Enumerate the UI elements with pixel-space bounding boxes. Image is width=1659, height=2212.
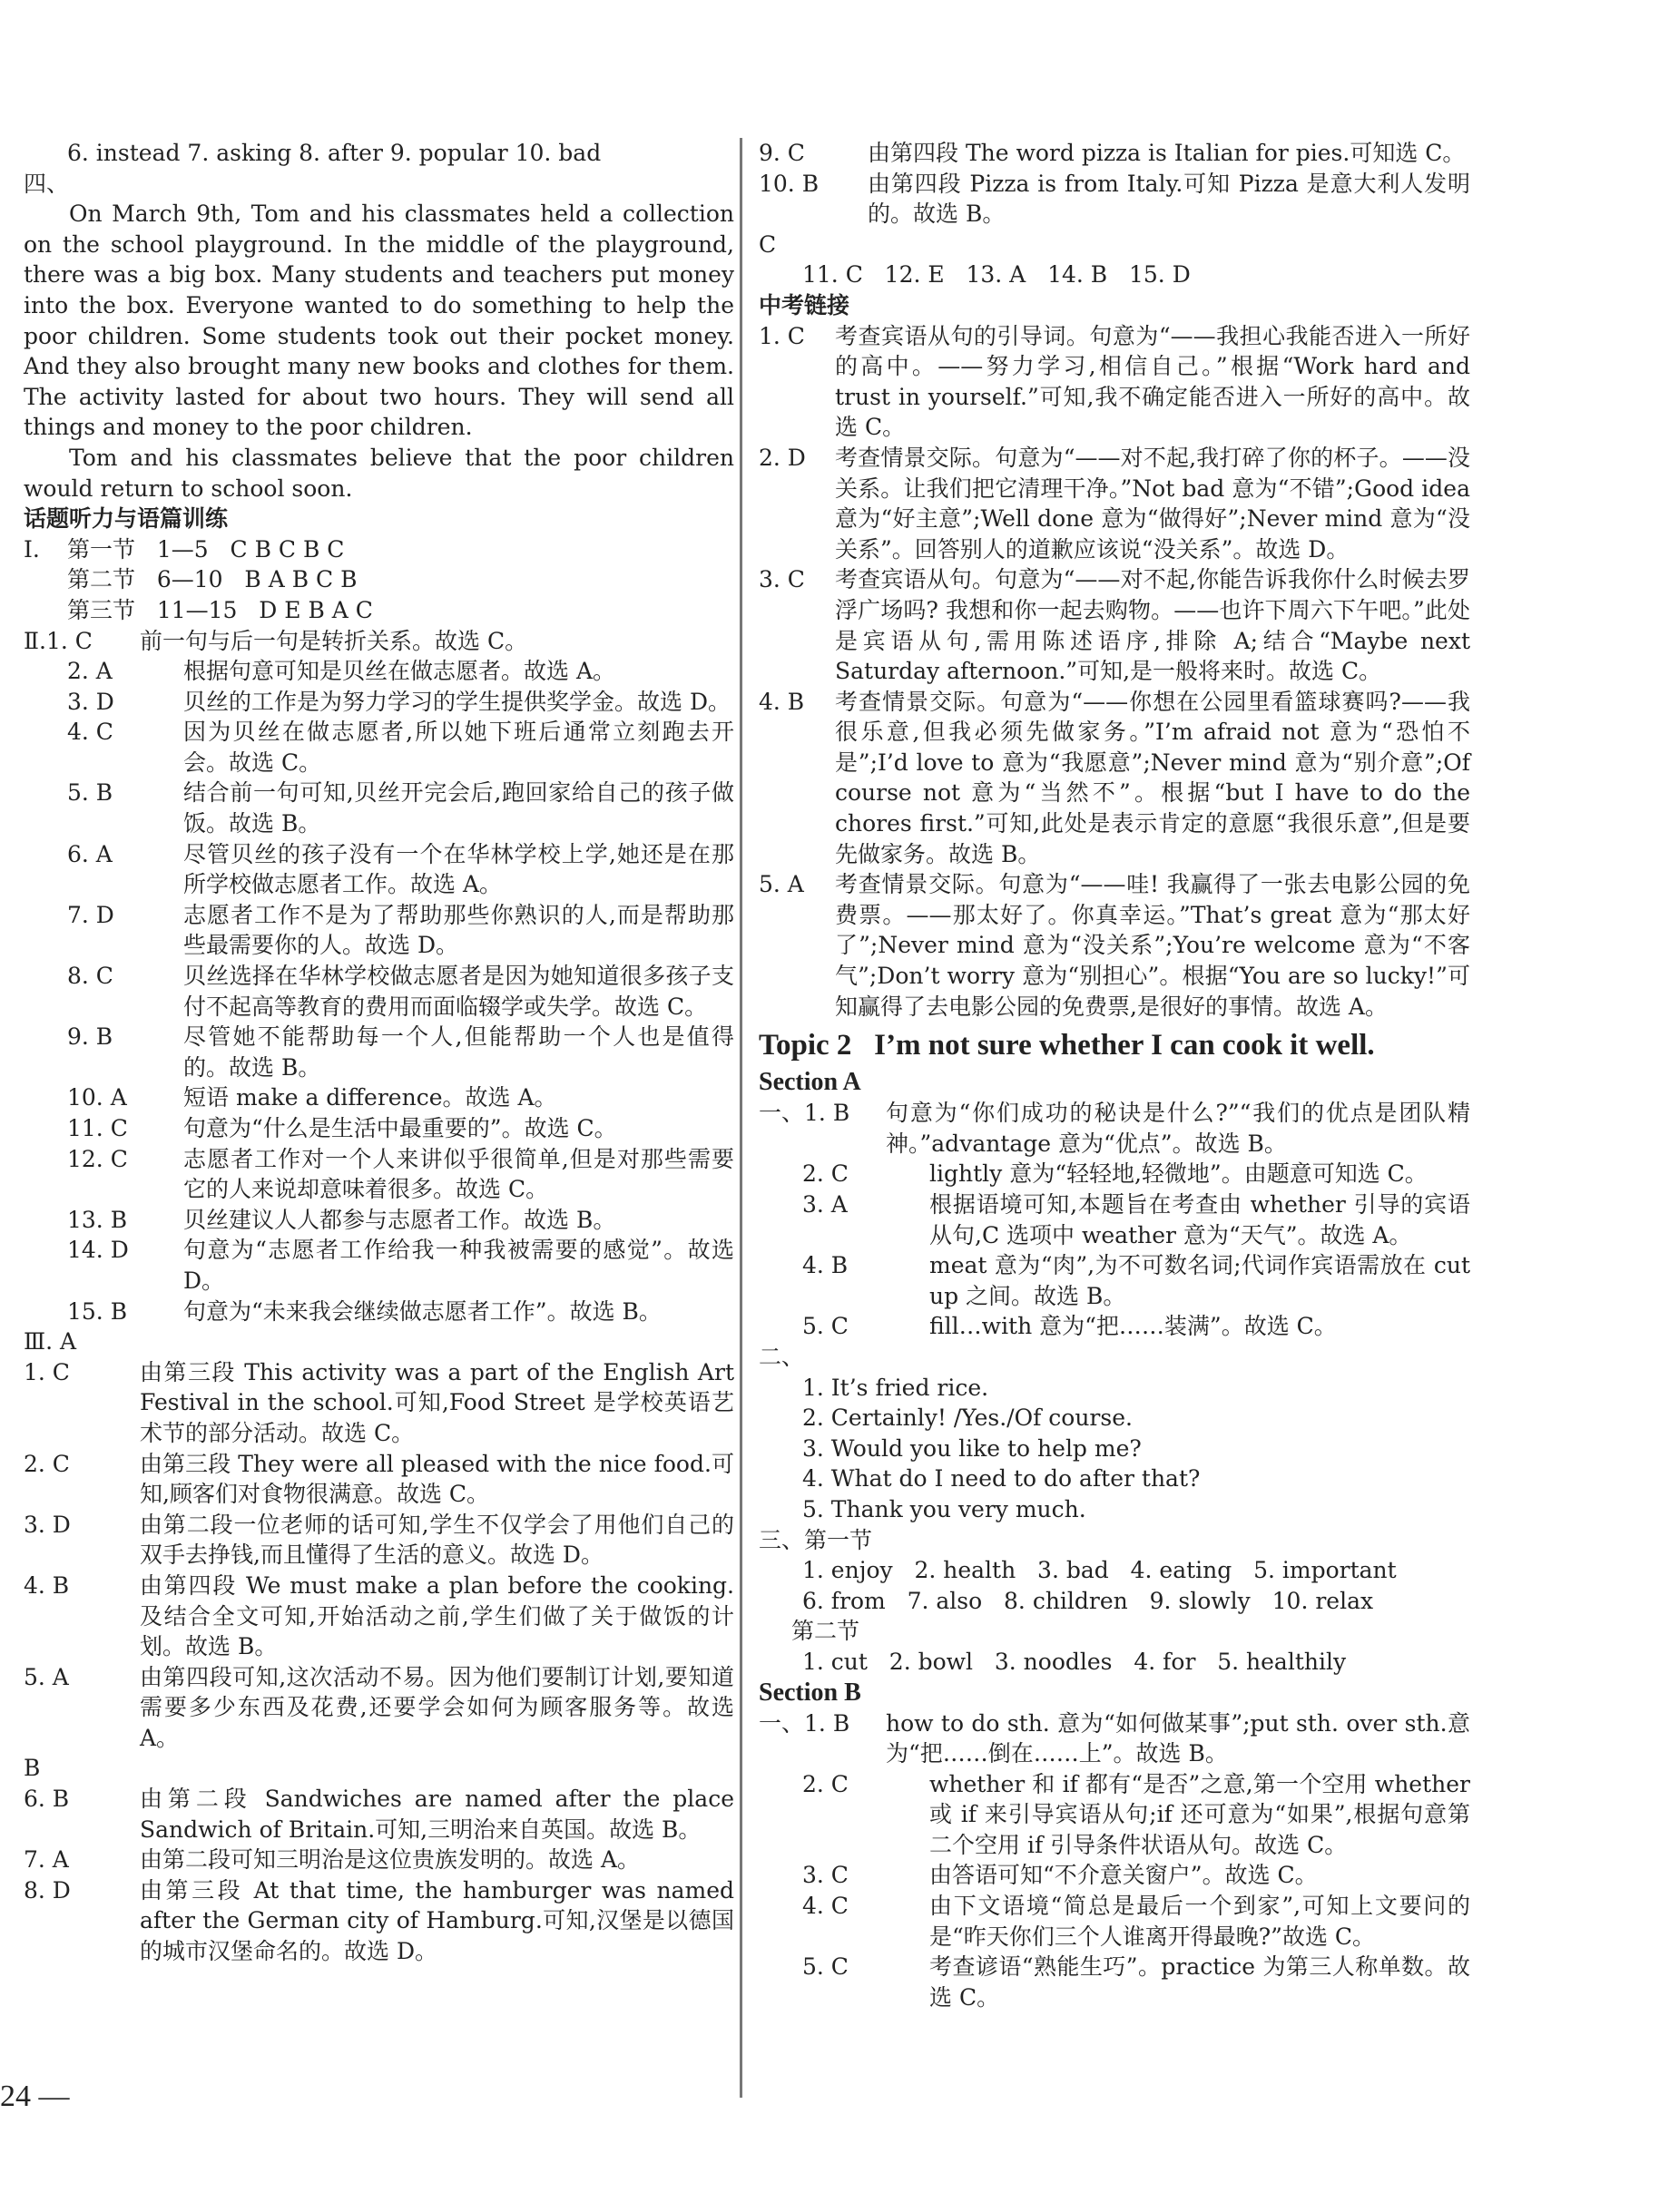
part-prefix: 一、: [759, 1709, 805, 1737]
answer-explanation: 句意为“你们成功的秘诀是什么?”“我们的优点是团队精神。”advantage 意为“优点”。故选 B。: [886, 1100, 1470, 1157]
answer-explanation: 句意为“什么是生活中最重要的”。故选 C。: [183, 1115, 617, 1141]
answer-explanation: meat 意为“肉”,为不可数名词;代词作宾语需放在 cut up 之间。故选 B。: [929, 1252, 1470, 1309]
answer-number: [24, 687, 183, 718]
answer-number: [759, 1311, 929, 1342]
answer-number: [24, 1357, 140, 1449]
left-column: [24, 138, 734, 1967]
part-prefix: 一、: [759, 1100, 805, 1127]
answer-item: [24, 1144, 734, 1205]
answer-item: [24, 1784, 734, 1845]
zhongkao-heading: 中考链接: [759, 291, 850, 318]
answer-item: [759, 1860, 1470, 1891]
answer-number: [759, 1708, 886, 1769]
answer-item: [759, 1159, 1470, 1189]
item-number: 2. A: [67, 658, 113, 685]
answer-item: [759, 138, 1470, 169]
part3b-continued-list: [759, 138, 1470, 230]
section-a-part3-sub2: 第二节: [791, 1618, 860, 1645]
answer-explanation: 考查谚语“熟能生巧”。practice 为第三人称单数。故选 C。: [929, 1953, 1470, 2011]
answer-explanation: 由第三段 At that time, the hamburger was named after the German city of Hamburg.可知,汉堡是以德国的城市汉堡命名的。故选 D。: [140, 1876, 734, 1965]
item-number: 5. C: [802, 1313, 849, 1340]
answer-number: [24, 1235, 183, 1296]
answer-number: [24, 1510, 140, 1571]
item-number: 9. B: [67, 1023, 113, 1051]
answer-number: [24, 1571, 140, 1662]
item-number: 3. D: [24, 1511, 71, 1538]
answer-explanation: 短语 make a difference。故选 A。: [183, 1084, 557, 1111]
item-number: 9. C: [759, 140, 805, 166]
item-number: 5. A: [24, 1663, 69, 1690]
answer-explanation: 尽管贝丝的孩子没有一个在华林学校上学,她还是在那所学校做志愿者工作。故选 A。: [183, 840, 734, 898]
answer-item: [24, 1297, 734, 1327]
answer-number: [759, 138, 868, 169]
answer-explanation: 由第四段 The word pizza is Italian for pies.可知选 C。: [868, 140, 1466, 166]
answer-item: [759, 1952, 1470, 2012]
answer-explanation: 句意为“志愿者工作给我一种我被需要的感觉”。故选 D。: [183, 1237, 734, 1294]
answer-item: [759, 1098, 1470, 1159]
answer-number: [759, 1250, 929, 1311]
answer-item: [24, 1205, 734, 1236]
item-number: 2. D: [759, 444, 806, 471]
answer-explanation: 由第三段 This activity was a part of the English Art Festival in the school.可知,Food Street 是学校英语艺术节的部分活动。故选 C。: [140, 1358, 734, 1446]
answer-number: [24, 656, 183, 687]
item-number: 15. B: [67, 1297, 128, 1325]
part1-label: Ⅰ.: [24, 535, 40, 563]
answer-item: [24, 1022, 734, 1082]
answer-line: 1. It’s fried rice.: [802, 1374, 989, 1401]
answer-explanation: 由第四段 We must make a plan before the cooking.及结合全文可知,开始活动之前,学生们做了关于做饭的计划。故选 B。: [140, 1571, 734, 1660]
answer-item: [759, 869, 1470, 1022]
section-a-title: Section A: [759, 1068, 861, 1097]
answer-item: [24, 626, 734, 657]
answer-item: [759, 1311, 1470, 1342]
item-number: 14. D: [67, 1237, 129, 1264]
answer-item: [24, 656, 734, 687]
answer-item: [759, 564, 1470, 686]
answer-number: [24, 900, 183, 961]
answer-explanation: 结合前一句可知,贝丝开完会后,跑回家给自己的孩子做饭。故选 B。: [183, 779, 734, 837]
answer-item: [759, 1189, 1470, 1250]
section-a-part2-label: 二、: [759, 1343, 805, 1370]
item-number: 7. A: [24, 1846, 69, 1874]
right-column: [759, 138, 1470, 2012]
item-number: 4. C: [802, 1893, 849, 1920]
answer-item: [24, 717, 734, 778]
answer-item: [24, 1845, 734, 1875]
item-number: 4. B: [759, 688, 805, 715]
item-number: 10. B: [759, 170, 820, 197]
answer-line: 2. Certainly! /Yes./Of course.: [802, 1405, 1133, 1432]
answer-number: [24, 1082, 183, 1113]
answer-number: [759, 1098, 886, 1159]
topic-title: [759, 1027, 1470, 1063]
answer-item: [759, 169, 1470, 230]
passage-paragraph-1: On March 9th, Tom and his classmates held a collection on the school playground. In the middle of the playground, there was a big box. Many students and teachers put money into the box. Everyone wanted to do something to help the poor children. Some students took out their pocket money. And they also brought many new books and clothes for them. The activity lasted for about two hours. They will send all things and money to the poor children.: [24, 201, 734, 441]
answer-number: [24, 1784, 140, 1845]
answer-explanation: 由第四段 Pizza is from Italy.可知 Pizza 是意大利人发明的。故选 B。: [868, 170, 1470, 228]
answer-number: [24, 1022, 183, 1082]
part3a-list: [24, 1357, 734, 1754]
answer-explanation: 贝丝的工作是为努力学习的学生提供奖学金。故选 D。: [183, 688, 731, 715]
answer-number: [759, 564, 835, 686]
answer-explanation: 由第二段一位老师的话可知,学生不仅学会了用他们自己的双手去挣钱,而且懂得了生活的意义。故选 D。: [140, 1511, 734, 1569]
answer-number: [24, 961, 183, 1022]
answer-explanation: 因为贝丝在做志愿者,所以她下班后通常立刻跑去开会。故选 C。: [183, 719, 734, 776]
section-a-part3-line-2: 6. from 7. also 8. children 9. slowly 10. relax: [802, 1587, 1374, 1614]
item-number: 1. C: [45, 627, 93, 654]
answer-explanation: 志愿者工作不是为了帮助那些你熟识的人,而是帮助那些最需要你的人。故选 D。: [183, 901, 734, 959]
answer-number: [759, 1952, 929, 2012]
answer-number: [24, 1113, 183, 1144]
answer-number: [759, 1891, 929, 1952]
part2-list: [24, 626, 734, 1327]
answer-item: [24, 1510, 734, 1571]
page-number: 24 —: [0, 2080, 70, 2113]
item-number: 5. C: [802, 1953, 849, 1981]
answer-number: [759, 443, 835, 564]
item-number: 3. C: [802, 1862, 849, 1889]
answer-explanation: 考查宾语从句的引导词。句意为“——我担心我能否进入一所好的高中。——努力学习,相信自己。”根据“Work hard and trust in yourself.”可知,我不确定能否进入一所好的高中。故选 C。: [835, 322, 1470, 441]
item-number: 1. C: [759, 322, 805, 349]
part3b-list: [24, 1784, 734, 1967]
answer-explanation: lightly 意为“轻轻地,轻微地”。由题意可知选 C。: [929, 1160, 1428, 1188]
answer-number: [24, 1875, 140, 1967]
part3c-answers: 11. C 12. E 13. A 14. B 15. D: [802, 261, 1191, 289]
answer-number: [759, 1860, 929, 1891]
item-number: 13. B: [67, 1206, 128, 1233]
item-number: 2. C: [24, 1450, 70, 1477]
answer-item: [24, 900, 734, 961]
section-four-label: 四、: [24, 170, 70, 197]
answer-explanation: 贝丝选择在华林学校做志愿者是因为她知道很多孩子支付不起高等教育的费用而面临辍学或失学。故选 C。: [183, 963, 734, 1020]
answer-number: [759, 1159, 929, 1189]
answer-item: [759, 687, 1470, 870]
answer-item: [24, 1571, 734, 1662]
answer-explanation: 由第二段可知三明治是这位贵族发明的。故选 A。: [140, 1846, 641, 1874]
answer-number: [24, 1144, 183, 1205]
answer-item: [24, 839, 734, 900]
answer-explanation: 贝丝建议人人都参与志愿者工作。故选 B。: [183, 1206, 616, 1233]
answer-item: [24, 1082, 734, 1113]
section-b-title: Section B: [759, 1678, 861, 1707]
answer-item: [759, 1769, 1470, 1861]
answer-explanation: 根据语境可知,本题旨在考查由 whether 引导的宾语从句,C 选项中 weather 意为“天气”。故选 A。: [929, 1191, 1470, 1248]
item-number: 11. C: [67, 1115, 128, 1141]
item-number: 3. C: [759, 566, 805, 593]
answer-item: [24, 1449, 734, 1510]
answer-explanation: 考查情景交际。句意为“——哇! 我赢得了一张去电影公园的免费票。——那太好了。你真幸运。”That’s great 意为“那太好了”;Never mind 意为“没关系”;You’re welcome 意为“不客气”;Don’t worry 意为“别担心”。根据“You are so lucky!”可知赢得了去电影公园的免费票,是很好的事情。故选 A。: [835, 871, 1470, 1020]
item-number: 2. C: [802, 1160, 849, 1188]
answer-item: [24, 1113, 734, 1144]
part3-label: Ⅲ. A: [24, 1328, 77, 1356]
answer-line: 5. Thank you very much.: [802, 1495, 1086, 1522]
answer-explanation: 由第三段 They were all pleased with the nice food.可知,顾客们对食物很满意。故选 C。: [140, 1450, 734, 1508]
item-number: 6. B: [24, 1786, 70, 1813]
part1-line-1: 第一节 1—5 C B C B C: [67, 535, 345, 563]
answer-number: [24, 1297, 183, 1327]
section-a-part3-line-3: 1. cut 2. bowl 3. noodles 4. for 5. healthily: [802, 1648, 1347, 1675]
answer-number: [759, 687, 835, 870]
answer-explanation: 由第四段可知,这次活动不易。因为他们要制订计划,要知道需要多少东西及花费,还要学会如何为顾客服务等。故选 A。: [140, 1663, 734, 1751]
answer-explanation: how to do sth. 意为“如何做某事”;put sth. over sth.意为“把……倒在……上”。故选 B。: [886, 1709, 1470, 1767]
answer-item: [24, 1875, 734, 1967]
answer-explanation: 句意为“未来我会继续做志愿者工作”。故选 B。: [183, 1297, 662, 1325]
answer-item: [24, 1662, 734, 1754]
answer-explanation: 志愿者工作对一个人来讲似乎很简单,但是对那些需要它的人来说却意味着很多。故选 C。: [183, 1145, 734, 1203]
answer-number: [759, 1189, 929, 1250]
answer-number: [759, 869, 835, 1022]
column-divider: [740, 138, 742, 2098]
answer-number: [24, 626, 140, 657]
item-number: 6. A: [67, 840, 113, 867]
item-number: 2. C: [802, 1770, 849, 1797]
answer-explanation: 考查情景交际。句意为“——你想在公园里看篮球赛吗?——我很乐意,但我必须先做家务。”I’m afraid not 意为“恐怕不是”;I’d love to 意为“我愿意”;Never mind 意为“别介意”;Of course not 意为“当然不”。根据“but I have to do the chores first.”可知,此处是表示肯定的意愿“我很乐意”,但是要先做家务。故选 B。: [835, 688, 1470, 867]
item-number: 3. D: [67, 688, 114, 715]
section-b-part1-list: [759, 1708, 1470, 2013]
part3c-label: C: [759, 230, 777, 258]
answer-explanation: 考查情景交际。句意为“——对不起,我打碎了你的杯子。——没关系。让我们把它清理干净。”Not bad 意为“不错”;Good idea 意为“好主意”;Well done 意为“做得好”;Never mind 意为“没关系”。回答别人的道歉应该说“没关系”。故选 D。: [835, 444, 1470, 563]
vocab-answers: 6. instead 7. asking 8. after 9. popular 10. bad: [67, 140, 602, 166]
answer-item: [24, 778, 734, 838]
section-heading: 话题听力与语篇训练: [24, 505, 229, 533]
answer-number: [24, 1662, 140, 1754]
answer-line: 4. What do I need to do after that?: [802, 1465, 1201, 1493]
answer-number: [759, 169, 868, 230]
item-number: 4. B: [802, 1252, 849, 1279]
answer-number: [24, 1845, 140, 1875]
item-number: 12. C: [67, 1145, 128, 1172]
answer-explanation: 尽管她不能帮助每一个人,但能帮助一个人也是值得的。故选 B。: [183, 1023, 734, 1081]
answer-explanation: 根据句意可知是贝丝在做志愿者。故选 A。: [183, 658, 616, 685]
item-number: 10. A: [67, 1084, 127, 1111]
answer-number: [759, 1769, 929, 1861]
answer-item: [759, 1891, 1470, 1952]
item-number: 7. D: [67, 901, 114, 928]
topic-sentence: I’m not sure whether I can cook it well.: [874, 1029, 1375, 1062]
part1-line-3: 第三节 11—15 D E B A C: [67, 596, 373, 623]
answer-item: [759, 1708, 1470, 1769]
item-number: 4. C: [67, 719, 113, 746]
answer-number: [24, 839, 183, 900]
answer-item: [24, 1357, 734, 1449]
answer-item: [24, 1235, 734, 1296]
answer-number: [24, 778, 183, 838]
part1-line-2: 第二节 6—10 B A B C B: [67, 566, 358, 593]
answer-item: [24, 961, 734, 1022]
topic-label: Topic 2: [759, 1029, 852, 1062]
part-prefix: Ⅱ.: [24, 627, 46, 654]
item-number: 8. C: [67, 963, 113, 990]
item-number: 8. D: [24, 1876, 71, 1904]
answer-item: [24, 687, 734, 718]
answer-explanation: 考查宾语从句。句意为“——对不起,你能告诉我你什么时候去罗浮广场吗? 我想和你一起去购物。——也许下周六下午吧。”此处是宾语从句,需用陈述语序,排除 A;结合“Maybe next Saturday afternoon.”可知,是一般将来时。故选 C。: [835, 566, 1470, 685]
part3-header: [24, 1326, 734, 1357]
answer-item: [759, 443, 1470, 564]
section-a-part2-list: [759, 1373, 1470, 1525]
zhongkao-list: [759, 321, 1470, 1023]
answer-explanation: 由第二段 Sandwiches are named after the place Sandwich of Britain.可知,三明治来自英国。故选 B。: [140, 1786, 734, 1843]
answer-explanation: fill…with 意为“把……装满”。故选 C。: [929, 1313, 1337, 1340]
answer-line: 3. Would you like to help me?: [802, 1434, 1142, 1462]
part3b-label: B: [24, 1755, 41, 1782]
item-number: 4. B: [24, 1571, 70, 1599]
part1-row-1: [24, 534, 734, 565]
item-number: 1. B: [804, 1100, 850, 1127]
answer-item: [759, 321, 1470, 443]
answer-number: [24, 1205, 183, 1236]
answer-explanation: whether 和 if 都有“是否”之意,第一个空用 whether 或 if 来引导宾语从句;if 还可意为“如果”,根据句意第二个空用 if 引导条件状语从句。故选 C。: [929, 1770, 1470, 1858]
item-number: 5. B: [67, 779, 113, 807]
answer-number: [24, 1449, 140, 1510]
answer-item: [759, 1250, 1470, 1311]
answer-explanation: 由答语可知“不介意关窗户”。故选 C。: [929, 1862, 1318, 1889]
item-number: 3. A: [802, 1191, 848, 1218]
section-a-part3-label: 三、第一节: [759, 1526, 873, 1553]
answer-explanation: 前一句与后一句是转折关系。故选 C。: [140, 627, 528, 654]
item-number: 5. A: [759, 871, 804, 898]
item-number: 1. C: [24, 1358, 70, 1385]
item-number: 1. B: [804, 1709, 850, 1737]
answer-number: [24, 717, 183, 778]
answer-number: [759, 321, 835, 443]
answer-explanation: 由下文语境“简总是最后一个到家”,可知上文要问的是“昨天你们三个人谁离开得最晚?”故选 C。: [929, 1893, 1470, 1950]
section-a-part3-line-1: 1. enjoy 2. health 3. bad 4. eating 5. important: [802, 1557, 1397, 1584]
passage-paragraph-2: Tom and his classmates believe that the poor children would return to school soon.: [24, 444, 734, 502]
section-a-part1-list: [759, 1098, 1470, 1342]
